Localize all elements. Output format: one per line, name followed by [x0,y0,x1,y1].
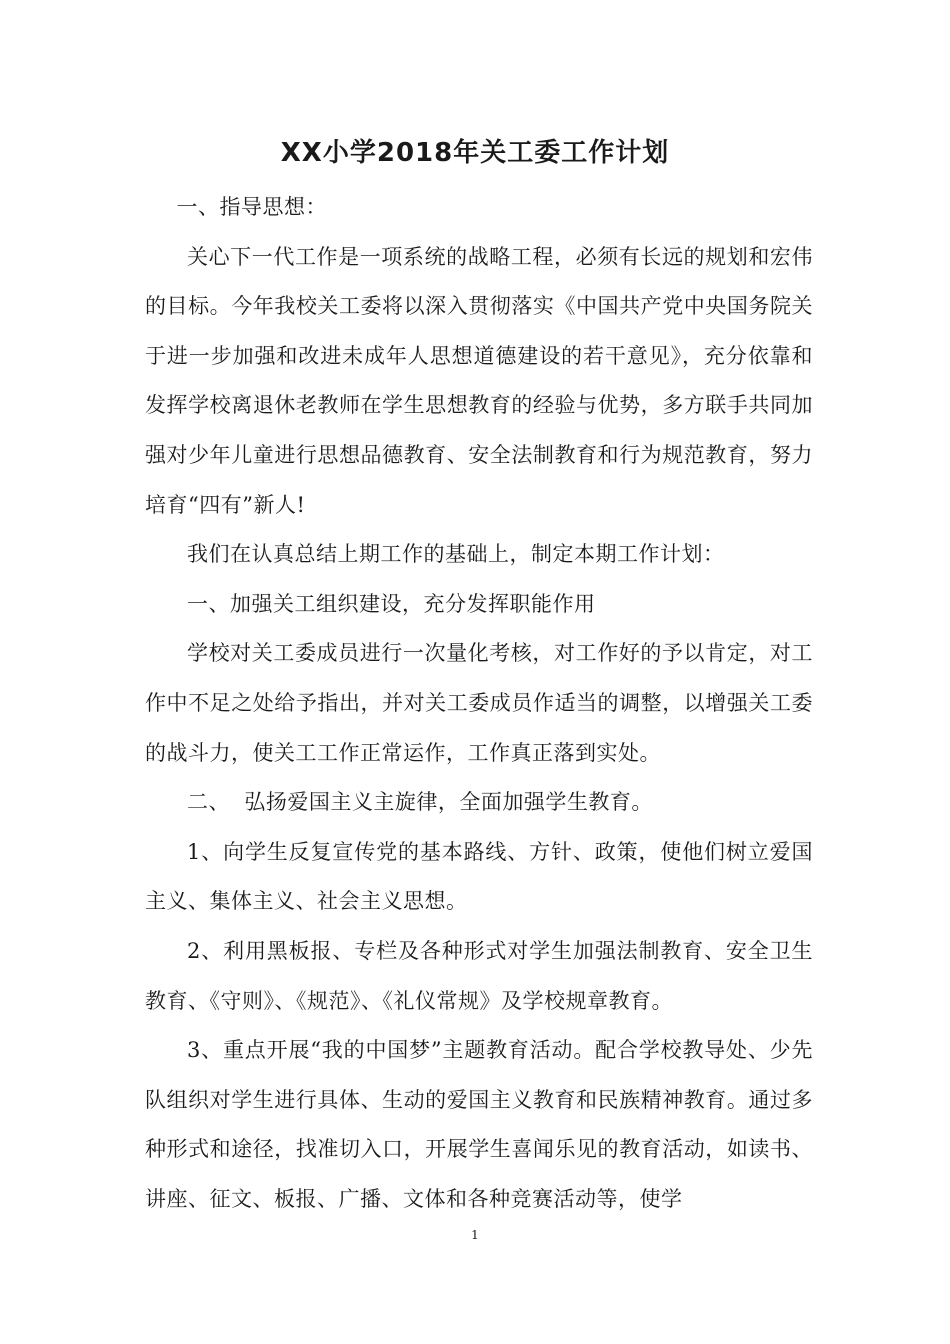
document-body [145,183,813,1224]
list-item: 3、重点开展“我的中国梦”主题教育活动。配合学校教导处、少先队组织对学生进行具体、生动的爱国主义教育和民族精神教育。通过多种形式和途径，找准切入口，开展学生喜闻乐见的教育活动，如读书、讲座、征文、板报、广播、文体和各种竞赛活动等，使学 [145,1038,813,1211]
paragraph: 我们在认真总结上期工作的基础上，制定本期工作计划： [187,542,725,567]
section-heading-organization: 一、加强关工组织建设，充分发挥职能作用 [187,591,596,616]
paragraph: 学校对关工委成员进行一次量化考核，对工作好的予以肯定，对工作中不足之处给予指出，并对关工委成员作适当的调整，以增强关工委的战斗力，使关工工作正常运作，工作真正落到实处。 [145,641,813,765]
section-heading-guiding-thought: 一、指导思想： [176,195,327,219]
paragraph: 关心下一代工作是一项系统的战略工程，必须有长远的规划和宏伟的目标。今年我校关工委将以深入贯彻落实《中国共产党中央国务院关于进一步加强和改进未成年人思想道德建设的若干意见》，充分依靠和发挥学校离退休老教师在学生思想教育的经验与优势，多方联手共同加强对少年儿童进行思想品德教育、安全法制教育和行为规范教育，努力培育“四有”新人! [145,244,813,517]
list-item: 1、向学生反复宣传党的基本路线、方针、政策，使他们树立爱国主义、集体主义、社会主义思想。 [145,839,813,914]
list-item: 2、利用黑板报、专栏及各种形式对学生加强法制教育、安全卫生教育、《守则》、《规范》、《礼仪常规》及学校规章教育。 [145,938,813,1013]
page-number: 1 [471,1228,479,1242]
document-title: XX小学2018年关工委工作计划 [280,138,670,168]
section-heading-patriotism: 二、 弘扬爱国主义主旋律，全面加强学生教育。 [187,790,653,815]
